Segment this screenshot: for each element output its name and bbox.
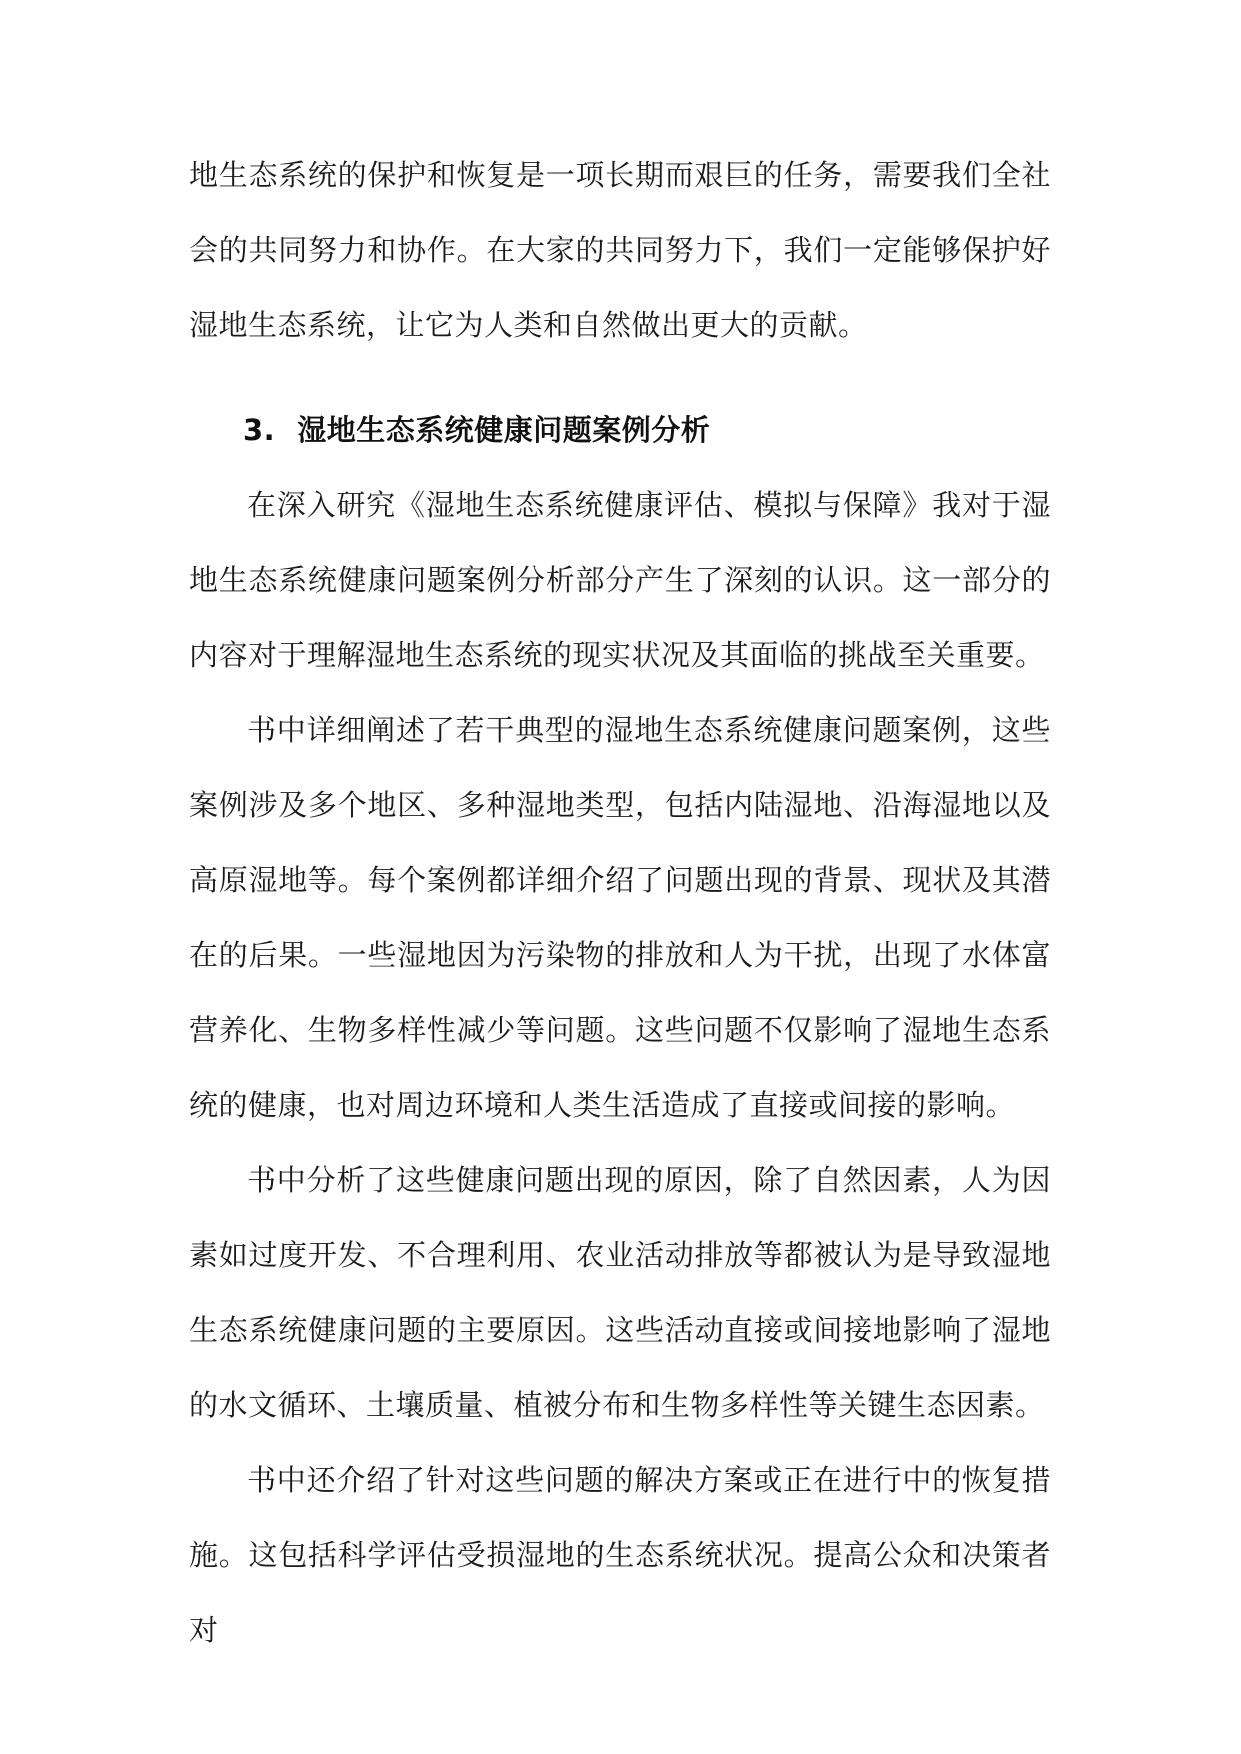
section-heading bbox=[243, 393, 710, 468]
body-paragraph: 书中分析了这些健康问题出现的原因，除了自然因素，人为因素如过度开发、不合理利用、农业活动排放等都被认为是导致湿地生态系统健康问题的主要原因。这些活动直接或间接地影响了湿地的水文循环、土壤质量、植被分布和生物多样性等关键生态因素。 bbox=[189, 1163, 1051, 1422]
section-body bbox=[189, 468, 1051, 1668]
continuation-paragraph: 地生态系统的保护和恢复是一项长期而艰巨的任务，需要我们全社会的共同努力和协作。在大家的共同努力下，我们一定能够保护好湿地生态系统，让它为人类和自然做出更大的贡献。 bbox=[189, 158, 1051, 342]
body-paragraph: 在深入研究《湿地生态系统健康评估、模拟与保障》我对于湿地生态系统健康问题案例分析部分产生了深刻的认识。这一部分的内容对于理解湿地生态系统的现实状况及其面临的挑战至关重要。 bbox=[189, 488, 1051, 672]
body-paragraph: 书中还介绍了针对这些问题的解决方案或正在进行中的恢复措施。这包括科学评估受损湿地的生态系统状况。提高公众和决策者对 bbox=[189, 1463, 1051, 1647]
section-title: 湿地生态系统健康问题案例分析 bbox=[297, 413, 711, 447]
section-number: 3. bbox=[243, 413, 276, 447]
body-paragraph: 书中详细阐述了若干典型的湿地生态系统健康问题案例，这些案例涉及多个地区、多种湿地类型，包括内陆湿地、沿海湿地以及高原湿地等。每个案例都详细介绍了问题出现的背景、现状及其潜在的后果。一些湿地因为污染物的排放和人为干扰，出现了水体富营养化、生物多样性减少等问题。这些问题不仅影响了湿地生态系统的健康，也对周边环境和人类生活造成了直接或间接的影响。 bbox=[189, 713, 1051, 1122]
